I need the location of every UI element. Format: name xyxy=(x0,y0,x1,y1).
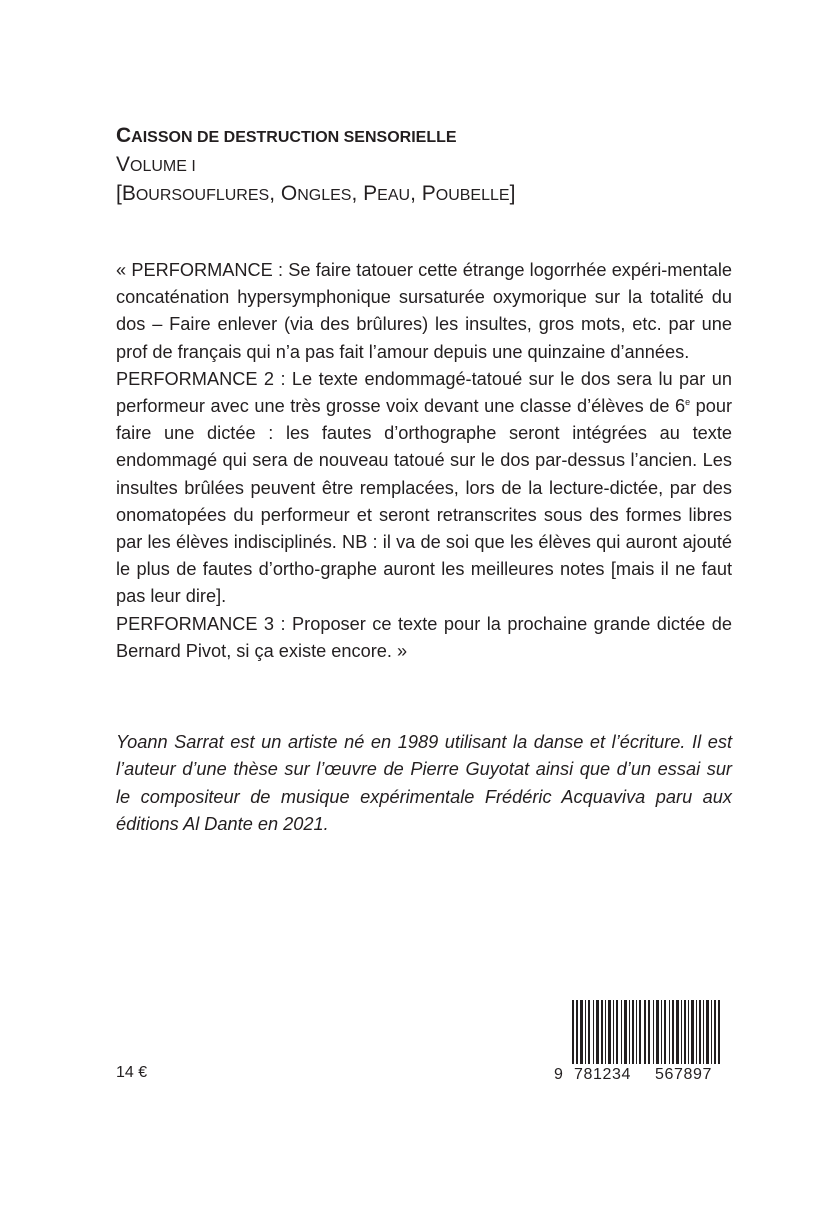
title-text-source xyxy=(116,209,117,210)
isbn-right-group: 567897 xyxy=(655,1066,712,1083)
title-block xyxy=(116,122,736,209)
superscript-e: e xyxy=(685,397,691,408)
performance-2-text-b: pour faire une dictée : les fautes d’orthographe seront intégrées au texte endommagé qui sera de nouveau tatoué sur le dos par-dessus l’ancien. Les insultes brûlées peuvent être remplacées, lors de la lecture-dictée, par des onomatopées du performeur et seront retranscrites sous des formes libres par les élèves indisciplinés. NB : il va de soi que les élèves qui auront ajouté le plus de fautes d’ortho-graphe auront les meilleures notes [mais il ne faut pas leur dire]. xyxy=(116,396,732,607)
blurb xyxy=(116,257,732,665)
performance-2-text-a: PERFORMANCE 2 : Le texte endommagé-tatoué sur le dos sera lu par un performeur avec une très grosse voix devant une classe d’élèves de 6 xyxy=(116,368,732,417)
isbn-first-digit: 9 xyxy=(554,1066,564,1083)
title-subtitle: [BOURSOUFLURES, ONGLES, PEAU, POUBELLE] xyxy=(116,182,516,205)
volume-text-source xyxy=(116,209,117,210)
performance-2-paragraph xyxy=(116,366,732,611)
author-bio: Yoann Sarrat est un artiste né en 1989 utilisant la danse et l’écriture. Il est l’auteur d’une thèse sur l’œuvre de Pierre Guyotat ainsi que d’un essai sur le compositeur de musique expérimentale Frédéric Acquaviva paru aux éditions Al Dante en 2021. xyxy=(116,732,732,835)
performance-3-paragraph: PERFORMANCE 3 : Proposer ce texte pour la prochaine grande dictée de Bernard Pivot, si ça existe encore. » xyxy=(116,613,732,661)
performance-1-paragraph: « PERFORMANCE : Se faire tatouer cette étrange logorrhée expéri-mentale concaténation hypersymphonique sursaturée oxymorique sur la totalité du dos – Faire enlever (via des brûlures) les insultes, gros mots, etc. par une prof de français qui n’a pas fait l’amour depuis une quinzaine d’années. xyxy=(116,260,732,362)
isbn-left-group: 781234 xyxy=(574,1066,631,1083)
price: 14 € xyxy=(116,1064,148,1081)
title-volume: VOLUME I xyxy=(116,153,196,176)
isbn-barcode xyxy=(554,1000,730,1090)
title-series: CAISSON DE DESTRUCTION SENSORIELLE xyxy=(116,124,457,147)
subtitle-text-source xyxy=(116,209,117,210)
isbn-digits xyxy=(554,1064,730,1088)
